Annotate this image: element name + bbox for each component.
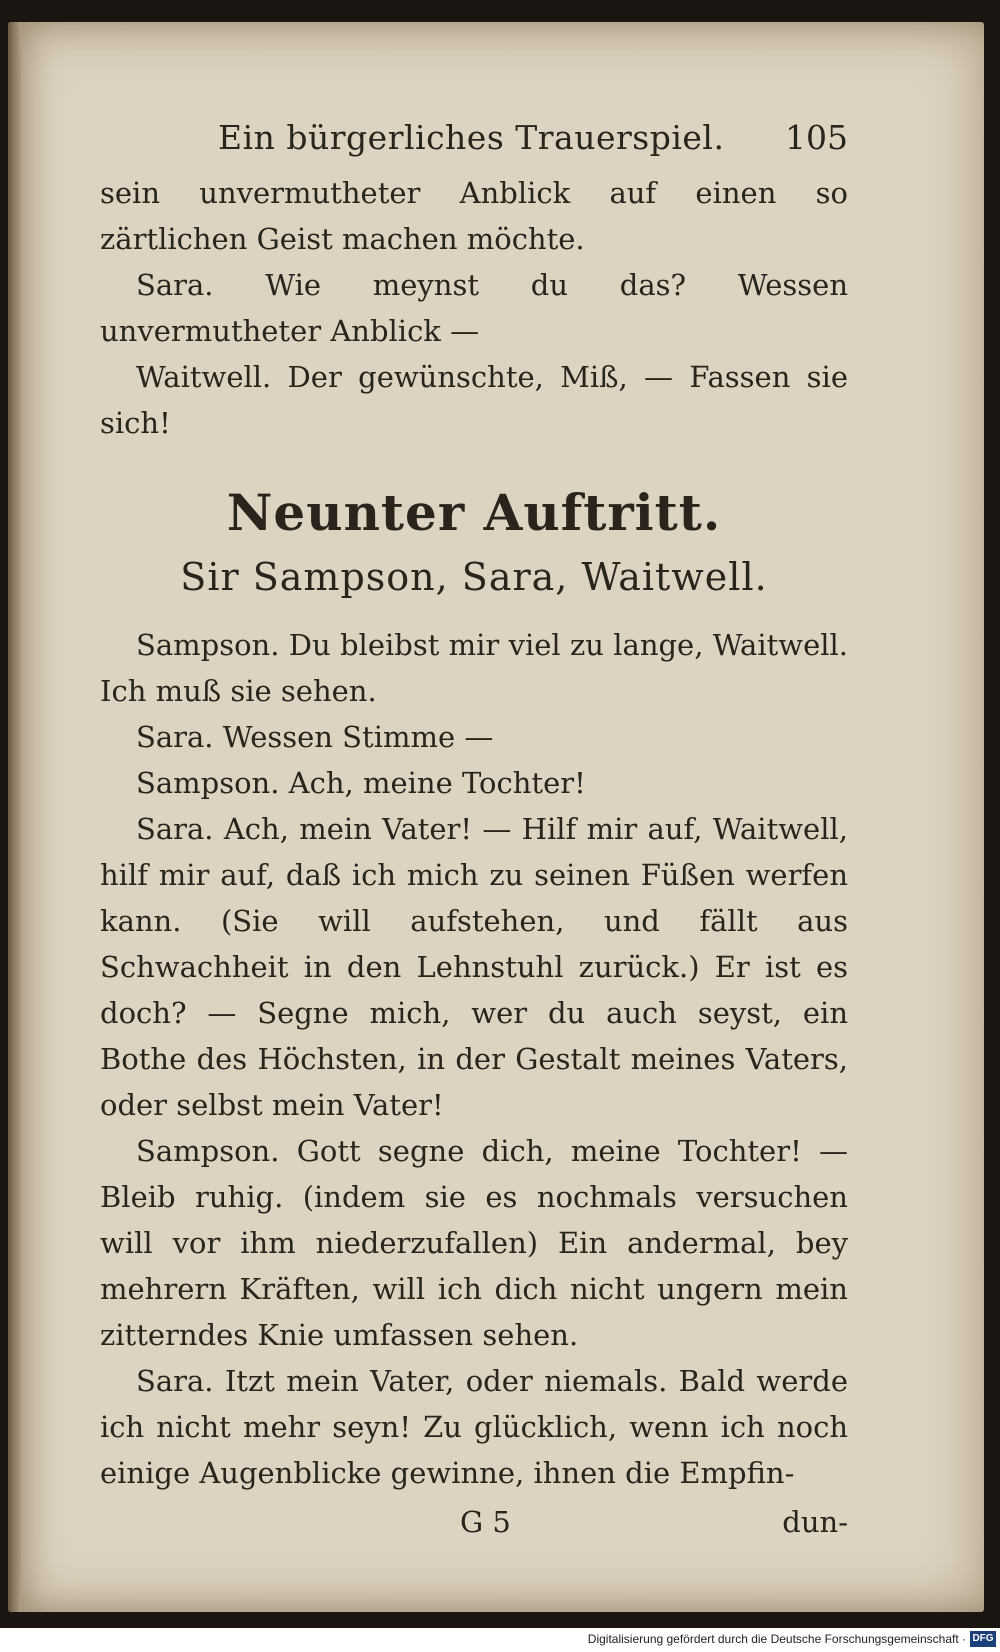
dialogue-line: Sara. Itzt mein Vater, oder niemals. Bald werde ich nicht mehr seyn! Zu glücklich, wenn ich noch einige Augenblicke gewinne, ihnen die Empfin- — [100, 1364, 848, 1490]
dialogue-line: Sara. Ach, mein Vater! — Hilf mir auf, Waitwell, hilf mir auf, daß ich mich zu seinen Füßen werfen kann. (Sie will aufstehen, und fällt aus Schwachheit in den Lehnstuhl zurück.) Er ist es doch? — Segne mich, wer du auch seyst, ein Bothe des Höchsten, in der Gestalt meines Vaters, oder selbst mein Vater! — [100, 812, 848, 1122]
credit-bar — [0, 1628, 1000, 1652]
funding-credit: Digitalisierung gefördert durch die Deutsche Forschungsgemeinschaft · — [587, 1632, 966, 1646]
signature-mark: G 5 — [460, 1505, 511, 1539]
dialogue-line: Sampson. Ach, meine Tochter! — [136, 766, 586, 800]
dfg-logo: DFG — [970, 1631, 996, 1647]
page-text — [100, 110, 848, 1496]
scene-characters: Sir Sampson, Sara, Waitwell. — [180, 555, 768, 599]
dialogue-line: Waitwell. Der gewünschte, Miß, — Fassen sie sich! — [100, 360, 848, 440]
continued-paragraph: sein unvermutheter Anblick auf einen so zärtlichen Geist machen möchte. — [100, 176, 848, 256]
running-head — [100, 110, 848, 166]
dialogue-line: Sara. Wie meynst du das? Wessen unvermutheter Anblick — — [100, 268, 848, 348]
running-title: Ein bürgerliches Trauerspiel. — [218, 118, 725, 157]
page-gutter — [8, 22, 22, 1612]
dialogue-line: Sampson. Gott segne dich, meine Tochter! — Bleib ruhig. (indem sie es nochmals versuchen will vor ihm niederzufallen) Ein andermal, bey mehrern Kräften, will ich dich nicht ungern mein zitterndes Knie umfassen sehen. — [100, 1134, 848, 1352]
page-number: 105 — [785, 118, 848, 157]
dialogue-line: Sara. Wessen Stimme — — [136, 720, 494, 754]
catchword: dun- — [782, 1505, 848, 1539]
scene-heading: Neunter Auftritt. — [226, 483, 722, 542]
page-footer — [100, 1505, 848, 1551]
dialogue-line: Sampson. Du bleibst mir viel zu lange, Waitwell. Ich muß sie sehen. — [100, 628, 848, 708]
